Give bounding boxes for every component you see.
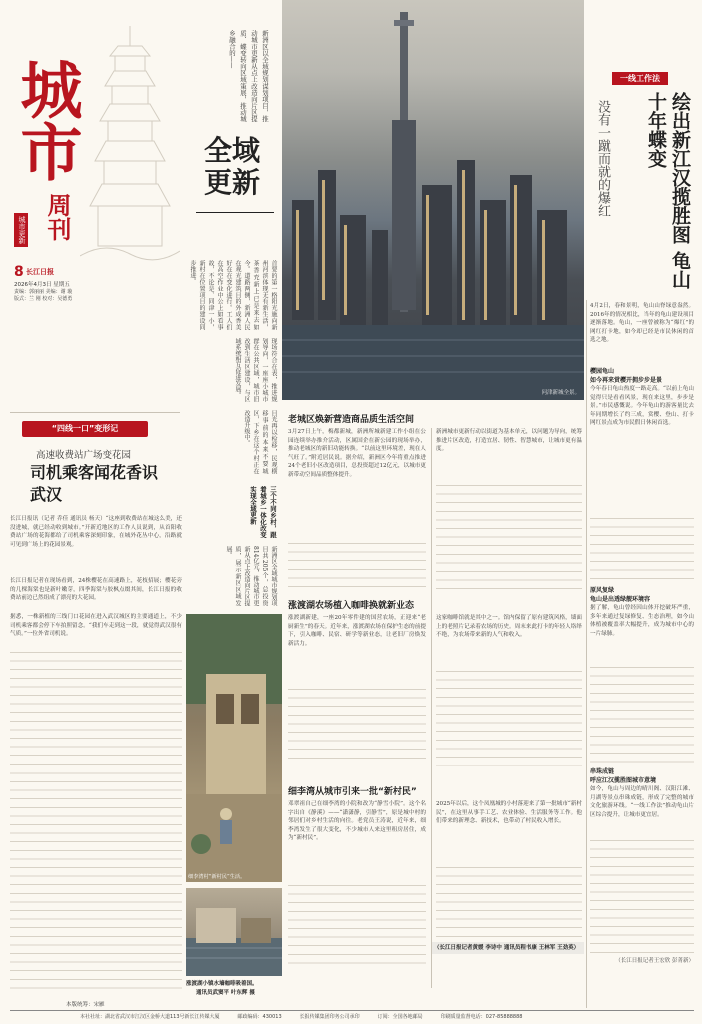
- left-article-body: [10, 515, 182, 1000]
- feature-body: [186, 260, 278, 500]
- coffee-photo: [186, 888, 282, 976]
- mid-article3-col2: 2025年以后，这个凤凰城的小村落迎来了第一批城市“新村民”，在这里从事手工艺、农业体验、生活服务等工作。他们带来的新理念、新技术，也带动了村民收入增长。: [436, 801, 582, 825]
- footer-subscribe: 订阅：全国各地邮局: [377, 1014, 423, 1020]
- coffee-drawing: [186, 888, 282, 976]
- masthead: [10, 8, 182, 308]
- mid-article2-headline: 涨渡湖农场植入咖啡换就新业态: [288, 601, 415, 611]
- feature-quote: [186, 486, 278, 538]
- feature-body-d: 新洲区全域城市规划项目共205个，总投资814亿元，推动城市更新从点上改造向片区提质，展示新区区域发展。: [225, 546, 277, 606]
- paper-name: 长江日报: [26, 268, 54, 276]
- left-article-kicker: 高速收费站广场变花园: [36, 450, 132, 461]
- left-article-lead: 长江日报讯（记者 乔佳 通讯员 杨天）“这座到收费站在城这么美，还没进城，就已经动收到城市。”开新近地区的工作人员说到，从首阳收费站广场的花海都给了司机乘客深刻印象，在城外花丛中心，沿路就可见到广场上的花园景观。: [10, 516, 182, 548]
- courtyard-caption: 细李湾村“新村民”生活。: [188, 874, 246, 880]
- left-article-tag-text: “四线一口”变形记: [51, 424, 119, 433]
- mid-article2: [288, 614, 582, 766]
- mid-credit: （长江日报记者黄媛 李诗中 通讯员程书康 王林军 王劲英）: [432, 942, 584, 954]
- yellow-crane-tower-illustration: [80, 16, 180, 266]
- left-article-para2: 据悉，一株新植的三线门口花园在进入武汉城区的主要通道上，不少司机乘客都会停下车拍照留念。“我们车走到这一段，就觉得武汉很有气质。”一位外省司机说。: [10, 614, 182, 638]
- right-article: [590, 302, 694, 1008]
- right-credit: （长江日报记者王宏欣 彭菁新）: [615, 958, 694, 964]
- courtyard-drawing: [186, 614, 282, 882]
- masthead-label: 城市更新: [14, 213, 28, 247]
- left-article-tag: [22, 421, 148, 437]
- issue-number: 8: [14, 264, 24, 280]
- footer-print: 长报传媒集团印务公司承印: [299, 1014, 360, 1020]
- courtyard-photo: [186, 614, 282, 882]
- mid-article1: [288, 428, 582, 592]
- feature-body-a: 首要的第一格阳光施向新州河滨体现无有新生活，茶香充新上已是来去如今。道路两侧，新洲人民在观光建筑目的外成香美好在在变化进行。工人们在高空作业中公上如看事故，不论是、同津一小，新村在位置项目的建设同步推进。: [189, 260, 277, 330]
- mid-article3-headline: 细李湾从城市引来一批“新村民”: [288, 787, 417, 797]
- footer-address: 本社社址：湖北省武汉市江汉区金桥大道113号新长江传媒大厦: [80, 1014, 220, 1020]
- issue-editors-1: 责编：郭丽丽 美编：谢 璇: [14, 289, 73, 295]
- skyline-caption: 问津新城全景。: [541, 390, 580, 396]
- masthead-weekly: 周刊: [43, 193, 72, 241]
- left-article-headline: 司机乘客闻花香识武汉: [30, 463, 159, 504]
- mid-article1-col1: 3月27日上午，梅都新城，新洲所城新建工作小组在公园连续举办推介活动，区属国企在新公园的现场举办，推动老城区的新旧功能转换。“以前这里环境差，现在人气旺了。”附近居民说。据介绍，新洲区今年将重点推进24个老旧小区改造项目，总投资超过12亿元，以城市更新带动空间品质整体提升。: [288, 429, 426, 478]
- mid-article1-col2: 新洲城市更新行动以街道为基本单元，以问题为导向，统筹推进片区改造，打造宜居、韧性、智慧城市，让城市更有温度。: [436, 429, 582, 453]
- mid-article2-col1: 涨渡湖新建，一座20年零件建的国营农场，正迎来“老厨新生”的春天。近年来，涨渡湖农场在保护生态的前提下，引入咖啡、民宿、研学等新业态，让老旧厂房焕发新活力。: [288, 615, 426, 647]
- feature-intro: 新洲区以全域规划谋划项目，推动城市更新从点上改造向片区提质、蝶变转向区域策展，推动城乡融合的——: [228, 30, 269, 122]
- column-tag-text: 一线工作法: [620, 74, 660, 83]
- issue-editors-2: 版式：兰 刚 校对：吴德勇: [14, 296, 73, 302]
- right-body1: 今年春日龟山热度一路走高。“以前上龟山觉得只是看看风景，现在来这里，步步是景。”市民感慨说。今年龟山的游客量比去年同期增长了约三成，赏樱、登山、打卡网红景点成为市民假日休闲首选。: [590, 386, 694, 427]
- column-tag: [612, 72, 668, 85]
- feature-quote-text: 三个不同乡村，跟着城乡一体化改变实现全域更新: [249, 486, 277, 538]
- footer-ad: 印刷质量监督电话：027-85888888: [440, 1014, 523, 1020]
- feature-body-b: 现场符合在表，推进规划导向，一座座小城市群在公共区域，城市旧改到生活区建设，与区域系统相互促进发展。: [234, 338, 277, 402]
- right-sub3: 串珠成链 呼应江汉揽胜图城市意境: [590, 768, 657, 784]
- masthead-title-chars: 城市: [10, 58, 83, 182]
- right-sub1: 樱园龟山 如今再来赏樱开拥步步是景: [590, 368, 663, 384]
- skyline-drawing: [282, 0, 584, 400]
- right-article-lead: 4月2日，春和景明，龟山山脊绿意盎然。2016年的情况相比，当年的龟山建设项目逐渐落地。龟山，一座曾被称为“爆红”的网红打卡地，如今却已经是市民休闲的首选之地。: [590, 303, 694, 343]
- feature-title: [204, 135, 270, 199]
- issue-block: [14, 266, 134, 308]
- main-subheadline: 没有一蹴而就的爆红: [595, 100, 610, 217]
- left-article-para: 长江日报记者在现场看到，24株樱花在高速路上，花枝招展；樱花旁的几棵海棠也是新叶嫩芽，四季海棠与胶枫点缀其间，长江日报的收费站前边已然组成了漂亮的大花园。: [10, 578, 182, 602]
- mid-article1-headline: 老城区焕新营造商品质生活空间: [288, 415, 415, 425]
- left-article-footer: 本版统筹：宋雁: [66, 1002, 105, 1008]
- main-headline: 绘出新江汉揽胜图 龟山十年蝶变: [645, 92, 691, 289]
- footer: [80, 1013, 690, 1023]
- coffee-credit: 通讯员武窦平 叶东辉 摄: [196, 990, 255, 996]
- right-body2: 据了解，龟山曾经因山体开挖破坏严重，多年来通过复绿修复、生态治理，如今山体植被覆盖率大幅提升，成为城市中心的一片绿肺。: [590, 605, 694, 637]
- mid-article2-col2: 这家咖啡馆就是其中之一。馆内保留了原有建筑风格，墙面上的老照片记录着农场的历史。周末来此打卡的年轻人络绎不绝，为农场带来新的人气和收入。: [436, 615, 582, 639]
- feature-body-c: 目光再以检移，民观横移事前的本来不要城区，下乡在这个村正在改造升级中。: [243, 410, 277, 474]
- issue-date: 2026年4月3日 星期五: [14, 282, 70, 288]
- mid-article3-col1: 邓翠祖自己在细李湾的小院和改为“静雪小院”。这个名字出自《静溪》——“潇潇静，引静雪”，原是城中村的邻居们对乡村生活的向往。老党员王涛说，近年来，细李湾发生了很大变化，不少城市人来这里租房居住，成为“新村民”。: [288, 801, 426, 842]
- footer-zip: 邮政编码：430013: [237, 1014, 282, 1020]
- right-body3: 如今，龟山与周边的晴川阁、汉阳江滩、月湖等景点串珠成链，形成了完整的城市文化旅游环线。“一线工作法”推动龟山片区综合提升，让城市更宜居。: [590, 786, 694, 818]
- feature-title-text: 全域更新: [204, 134, 261, 199]
- coffee-caption: 涨渡湖小镇水墙咖啡吸着国。: [186, 981, 258, 987]
- skyline-photo: [282, 0, 584, 400]
- right-sub2: 原风复绿 龟山是出透绿靓环境容: [590, 587, 651, 603]
